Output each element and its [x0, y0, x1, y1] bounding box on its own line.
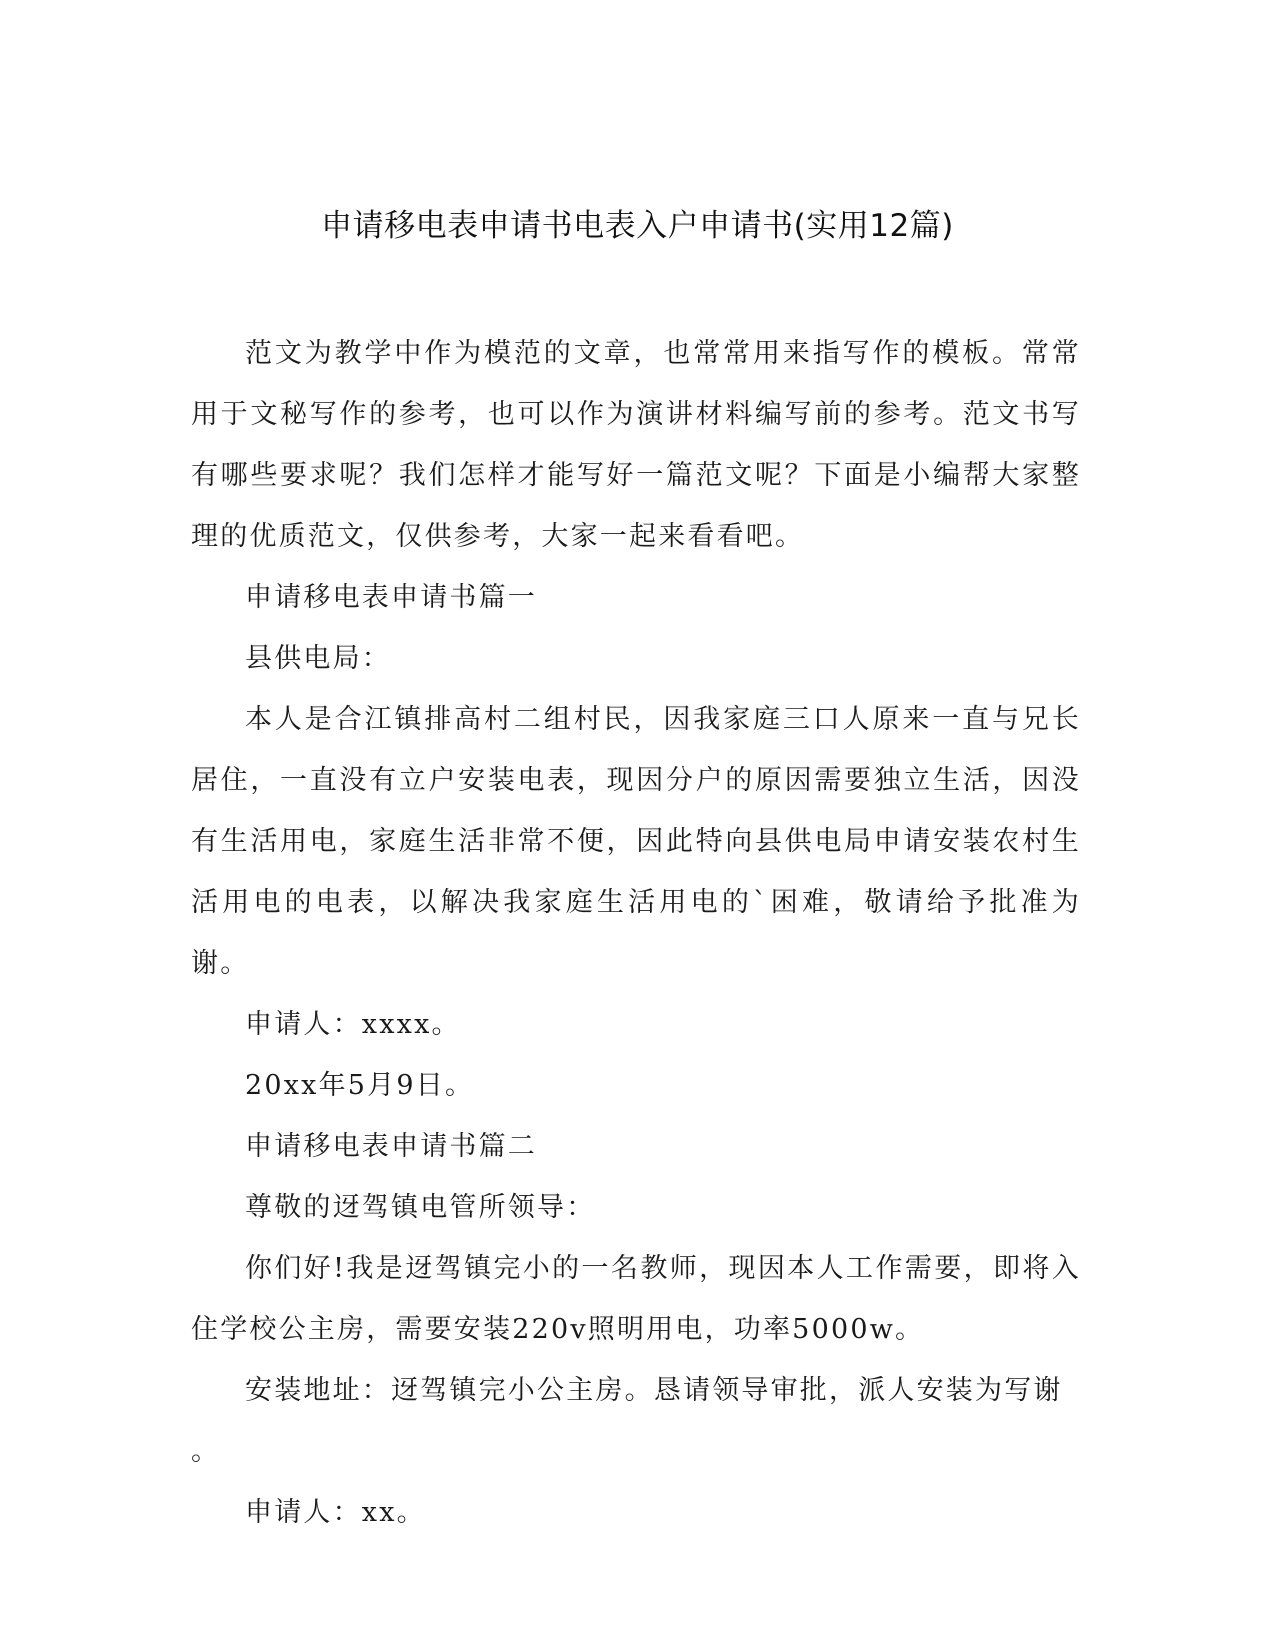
salutation-1: 县供电局： [245, 643, 391, 674]
body-paragraph-2: 你们好!我是迓驾镇完小的一名教师，现因本人工作需要，即将入住学校公主房，需要安装220v照明用电，功率5000w。 [191, 1253, 1081, 1345]
address-paragraph: 安装地址：迓驾镇完小公主房。恳请领导审批，派人安装为写谢 [245, 1375, 1063, 1406]
intro-paragraph: 范文为教学中作为模范的文章，也常常用来指写作的模板。常常用于文秘写作的参考，也可以作为演讲材料编写前的参考。范文书写有哪些要求呢？我们怎样才能写好一篇范文呢？下面是小编帮大家整理的优质范文，仅供参考，大家一起来看看吧。 [191, 338, 1081, 552]
section-heading-1: 申请移电表申请书篇一 [245, 582, 537, 613]
date-line-1: 20xx年5月9日。 [245, 1070, 475, 1101]
salutation-2: 尊敬的迓驾镇电管所领导： [245, 1192, 596, 1223]
applicant-line-1: 申请人：xxxx。 [245, 1009, 461, 1040]
body-paragraph-1: 本人是合江镇排高村二组村民，因我家庭三口人原来一直与兄长居住，一直没有立户安装电表，现因分户的原因需要独立生活，因没有生活用电，家庭生活非常不便，因此特向县供电局申请安装农村生活用电的电表，以解决我家庭生活用电的`困难，敬请给予批准为谢。 [191, 704, 1081, 979]
trailing-punctuation: 。 [191, 1436, 221, 1467]
section-heading-2: 申请移电表申请书篇二 [245, 1131, 537, 1162]
document-title: 申请移电表申请书电表入户申请书(实用12篇) [321, 208, 954, 244]
applicant-line-2: 申请人：xx。 [245, 1497, 426, 1528]
document-body [191, 323, 1081, 1543]
